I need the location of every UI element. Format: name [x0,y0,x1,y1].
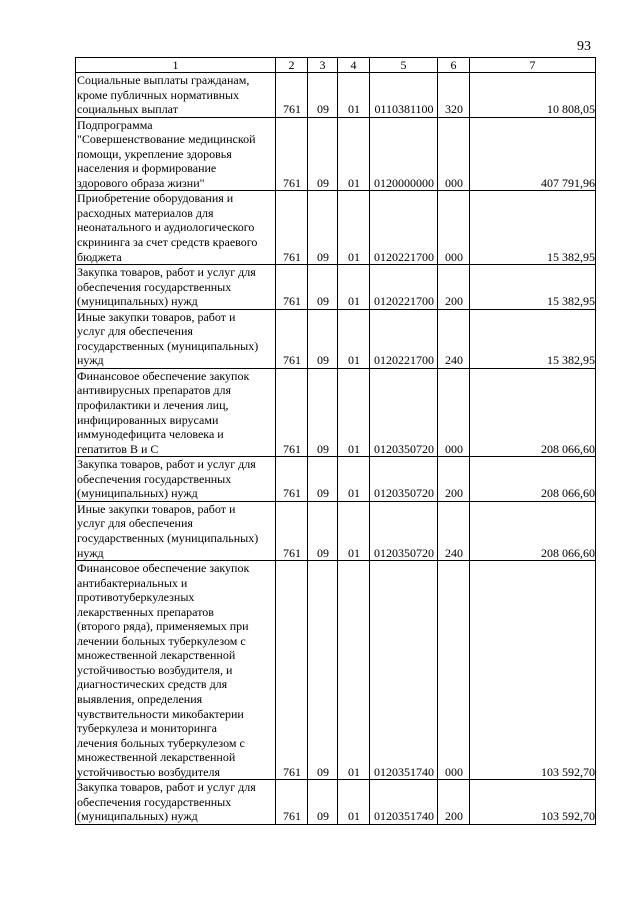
row-description: Закупка товаров, работ и услуг для обеспечения государственных (муниципальных) нужд [77,780,256,824]
row-description: Подпрограмма "Совершенствование медицинской помощи, укрепление здоровья населения и формирование здорового образа жизни" [77,117,256,190]
cell-col4: 01 [338,457,370,502]
cell-col5: 0120221700 [370,265,438,310]
row-description: Финансовое обеспечение закупок антивирусных препаратов для профилактики и лечения лиц, инфицированных вирусами иммунодефицита человека и гепатитов B и C [77,368,250,456]
column-header: 1 [76,58,276,73]
row-description: Иные закупки товаров, работ и услуг для обеспечения государственных (муниципальных) нужд [77,309,259,368]
cell-amount: 15 382,95 [470,265,596,310]
cell-col4: 01 [338,368,370,456]
cell-amount: 407 791,96 [470,117,596,191]
cell-col5: 0120221700 [370,309,438,368]
table-row [76,368,596,456]
table-row [76,191,596,265]
cell-col4: 01 [338,117,370,191]
cell-col4: 01 [338,191,370,265]
cell-col5: 0120350720 [370,457,438,502]
column-header: 7 [470,58,596,73]
cell-col5: 0120350720 [370,501,438,560]
cell-col2: 761 [276,501,308,560]
cell-col6: 240 [438,501,470,560]
cell-col5: 0120221700 [370,191,438,265]
column-header: 4 [338,58,370,73]
cell-amount: 15 382,95 [470,309,596,368]
cell-col6: 000 [438,561,470,780]
cell-col2: 761 [276,309,308,368]
cell-col2: 761 [276,561,308,780]
table-row [76,73,596,118]
cell-col3: 09 [308,368,338,456]
cell-col2: 761 [276,368,308,456]
cell-col4: 01 [338,780,370,825]
cell-col4: 01 [338,501,370,560]
table-header-row [76,58,596,73]
cell-col3: 09 [308,780,338,825]
table-row [76,309,596,368]
cell-col3: 09 [308,73,338,118]
cell-col6: 000 [438,117,470,191]
table-row [76,501,596,560]
column-header: 6 [438,58,470,73]
cell-amount: 208 066,60 [470,457,596,502]
row-description: Иные закупки товаров, работ и услуг для обеспечения государственных (муниципальных) нужд [77,501,259,560]
cell-col2: 761 [276,265,308,310]
table-row [76,780,596,825]
cell-amount: 208 066,60 [470,501,596,560]
cell-col3: 09 [308,501,338,560]
cell-col6: 200 [438,457,470,502]
column-header: 5 [370,58,438,73]
table-row [76,117,596,191]
cell-col5: 0110381100 [370,73,438,118]
cell-col6: 000 [438,191,470,265]
budget-table [75,57,596,825]
row-description: Закупка товаров, работ и услуг для обеспечения государственных (муниципальных) нужд [77,265,256,309]
cell-amount: 10 808,05 [470,73,596,118]
cell-col3: 09 [308,265,338,310]
cell-col5: 0120351740 [370,561,438,780]
cell-amount: 15 382,95 [470,191,596,265]
cell-col2: 761 [276,73,308,118]
row-description: Финансовое обеспечение закупок антибактериальных и противотуберкулезных лекарственных препаратов (второго ряда), применяемых при лечении больных туберкулезом с множественной лекарственной устойчивостью возбудителя, и диагностических средств для выявления, определения чувствительности микобактерии туберкулеза и мониторинга лечения больных туберкулезом с множественной лекарственной устойчивостью возбудителя [77,561,250,779]
table-row [76,457,596,502]
cell-col4: 01 [338,73,370,118]
cell-col6: 240 [438,309,470,368]
table-row [76,561,596,780]
cell-col4: 01 [338,265,370,310]
cell-col6: 320 [438,73,470,118]
cell-col5: 0120351740 [370,780,438,825]
cell-col5: 0120000000 [370,117,438,191]
cell-amount: 208 066,60 [470,368,596,456]
cell-col3: 09 [308,309,338,368]
row-description: Закупка товаров, работ и услуг для обеспечения государственных (муниципальных) нужд [77,457,256,501]
cell-amount: 103 592,70 [470,561,596,780]
cell-col4: 01 [338,309,370,368]
row-description: Социальные выплаты гражданам, кроме публичных нормативных социальных выплат [77,73,250,117]
cell-col2: 761 [276,457,308,502]
cell-col6: 200 [438,265,470,310]
column-header: 2 [276,58,308,73]
cell-col5: 0120350720 [370,368,438,456]
cell-col3: 09 [308,561,338,780]
cell-amount: 103 592,70 [470,780,596,825]
cell-col3: 09 [308,117,338,191]
cell-col2: 761 [276,117,308,191]
cell-col6: 200 [438,780,470,825]
cell-col4: 01 [338,561,370,780]
cell-col6: 000 [438,368,470,456]
cell-col2: 761 [276,191,308,265]
cell-col2: 761 [276,780,308,825]
cell-col3: 09 [308,191,338,265]
row-description: Приобретение оборудования и расходных материалов для неонатального и аудиологического скрининга за счет средств краевого бюджета [77,191,258,264]
page-number: 93 [577,39,591,54]
cell-col3: 09 [308,457,338,502]
column-header: 3 [308,58,338,73]
table-row [76,265,596,310]
